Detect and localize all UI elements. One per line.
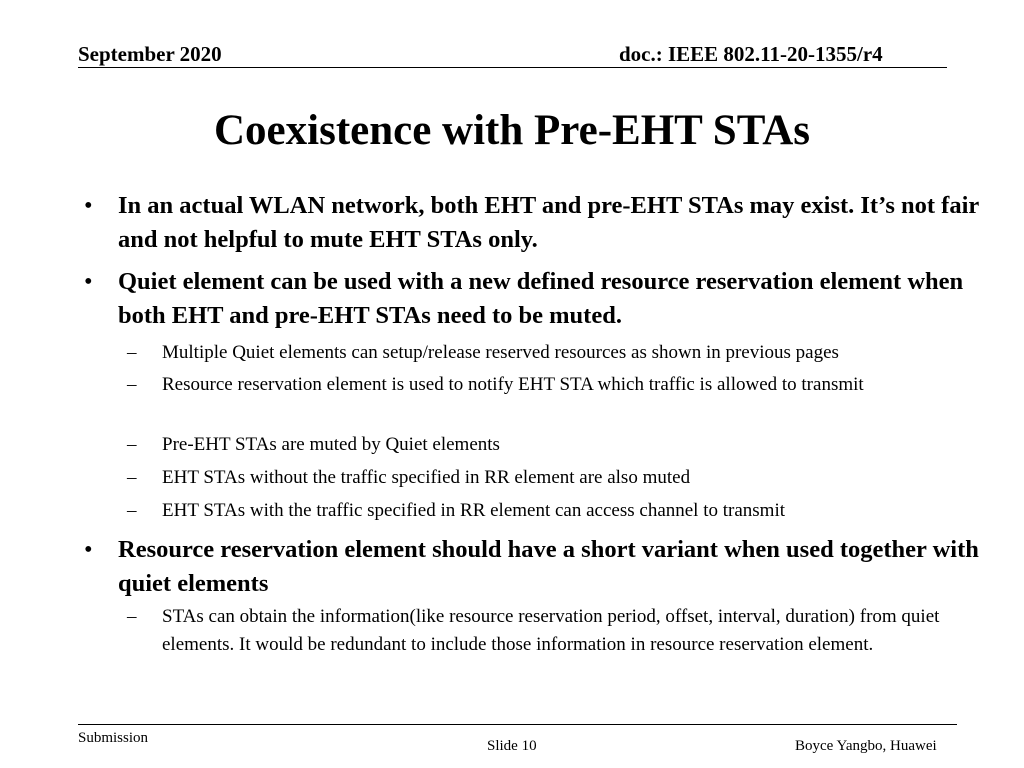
- sub-bullet-2-5-text: EHT STAs with the traffic specified in RR element can access channel to transmit: [162, 500, 786, 521]
- bullet-1: [84, 189, 998, 257]
- sub-bullet-marker: –: [127, 342, 137, 363]
- sub-bullet-marker: –: [127, 374, 137, 395]
- header-doc-id: doc.: IEEE 802.11-20-1355/r4: [619, 42, 883, 66]
- bullet-marker: •: [84, 536, 93, 563]
- bullet-2: [84, 265, 998, 333]
- bullet-2-text: Quiet element can be used with a new defined resource reservation element when both EHT and pre-EHT STAs need to be muted.: [118, 268, 964, 329]
- sub-bullet-2-4: [127, 464, 992, 492]
- bullet-marker: •: [84, 192, 93, 219]
- sub-bullet-2-4-text: EHT STAs without the traffic specified in RR element are also muted: [162, 467, 691, 488]
- sub-bullet-3-1: [127, 603, 992, 659]
- footer-divider: [78, 724, 957, 725]
- footer-slide-number: Slide 10: [487, 738, 537, 754]
- sub-bullet-2-2-text: Resource reservation element is used to notify EHT STA which traffic is allowed to transmit: [162, 374, 864, 395]
- sub-bullet-2-1-text: Multiple Quiet elements can setup/release reserved resources as shown in previous pages: [162, 342, 839, 363]
- bullet-3-text: Resource reservation element should have a short variant when used together with quiet elements: [118, 536, 979, 597]
- bullet-3: [84, 533, 998, 601]
- header-date: September 2020: [78, 42, 222, 66]
- sub-bullet-marker: –: [127, 500, 137, 521]
- slide-title: Coexistence with Pre-EHT STAs: [214, 107, 810, 154]
- sub-bullet-marker: –: [127, 606, 137, 627]
- sub-bullet-2-1: [127, 339, 992, 367]
- bullet-marker: •: [84, 268, 93, 295]
- sub-bullet-2-5: [127, 497, 992, 525]
- sub-bullet-2-2: [127, 371, 992, 399]
- sub-bullet-marker: –: [127, 434, 137, 455]
- bullet-1-text: In an actual WLAN network, both EHT and pre-EHT STAs may exist. It’s not fair and not helpful to mute EHT STAs only.: [118, 192, 979, 253]
- sub-bullet-2-3: [127, 431, 992, 459]
- sub-bullet-marker: –: [127, 467, 137, 488]
- sub-bullet-3-1-text: STAs can obtain the information(like resource reservation period, offset, interval, duration) from quiet elements. It would be redundant to include those information in resource reservation element.: [162, 606, 940, 655]
- sub-bullet-2-3-text: Pre-EHT STAs are muted by Quiet elements: [162, 434, 500, 455]
- footer-submission: Submission: [78, 730, 149, 746]
- header-divider: [78, 67, 947, 68]
- footer-author: Boyce Yangbo, Huawei: [795, 738, 937, 754]
